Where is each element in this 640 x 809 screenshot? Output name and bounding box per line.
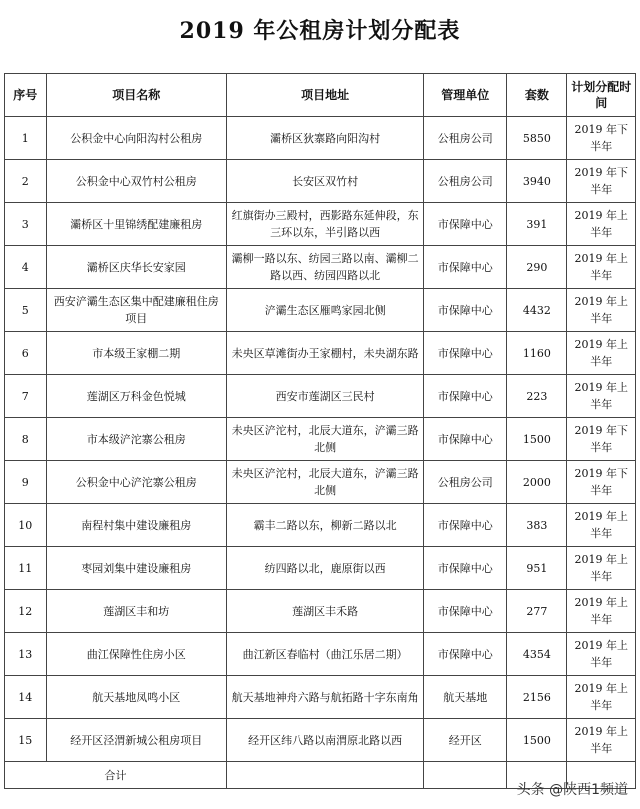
management-unit: 市保障中心 — [424, 547, 507, 590]
row-number: 13 — [5, 633, 47, 676]
project-name: 公积金中心浐沱寨公租房 — [46, 461, 227, 504]
project-name: 西安浐灞生态区集中配建廉租住房项目 — [46, 289, 227, 332]
row-number: 4 — [5, 246, 47, 289]
table-row — [5, 504, 636, 547]
management-unit: 市保障中心 — [424, 332, 507, 375]
watermark: 头条 @陕西1频道 — [516, 782, 628, 798]
row-number: 2 — [5, 160, 47, 203]
unit-count: 2156 — [507, 676, 567, 719]
unit-count: 1500 — [507, 719, 567, 762]
allocation-time: 2019 年上半年 — [567, 719, 636, 762]
table-cell — [424, 762, 507, 789]
allocation-time: 2019 年上半年 — [567, 289, 636, 332]
table-cell — [227, 762, 424, 789]
allocation-time: 2019 年上半年 — [567, 504, 636, 547]
table-row — [5, 418, 636, 461]
table-row — [5, 375, 636, 418]
allocation-time: 2019 年下半年 — [567, 418, 636, 461]
table-row — [5, 289, 636, 332]
table-row — [5, 203, 636, 246]
project-address: 浐灞生态区雁鸣家园北侧 — [227, 289, 424, 332]
unit-count: 383 — [507, 504, 567, 547]
allocation-time: 2019 年下半年 — [567, 160, 636, 203]
header-cell: 管理单位 — [424, 74, 507, 117]
management-unit: 市保障中心 — [424, 246, 507, 289]
project-name: 经开区泾渭新城公租房项目 — [46, 719, 227, 762]
row-number: 15 — [5, 719, 47, 762]
project-name: 市本级浐沱寨公租房 — [46, 418, 227, 461]
row-number: 11 — [5, 547, 47, 590]
table-row — [5, 633, 636, 676]
project-address: 灞柳一路以东、纺园三路以南、灞柳二路以西、纺园四路以北 — [227, 246, 424, 289]
project-address: 红旗街办三殿村，西影路东延伸段，东三环以东，半引路以西 — [227, 203, 424, 246]
allocation-time: 2019 年上半年 — [567, 246, 636, 289]
allocation-time: 2019 年上半年 — [567, 590, 636, 633]
unit-count: 2000 — [507, 461, 567, 504]
project-address: 纺四路以北，鹿原街以西 — [227, 547, 424, 590]
table-row — [5, 547, 636, 590]
project-address: 曲江新区春临村（曲江乐居二期） — [227, 633, 424, 676]
management-unit: 市保障中心 — [424, 633, 507, 676]
management-unit: 市保障中心 — [424, 203, 507, 246]
unit-count: 1500 — [507, 418, 567, 461]
allocation-time: 2019 年下半年 — [567, 117, 636, 160]
project-address: 未央区浐沱村，北辰大道东，浐灞三路北侧 — [227, 461, 424, 504]
project-address: 未央区浐沱村，北辰大道东，浐灞三路北侧 — [227, 418, 424, 461]
total-label: 合计 — [5, 762, 227, 789]
allocation-table — [4, 73, 636, 789]
allocation-time: 2019 年上半年 — [567, 203, 636, 246]
header-cell: 套数 — [507, 74, 567, 117]
table-row — [5, 590, 636, 633]
management-unit: 市保障中心 — [424, 504, 507, 547]
project-address: 长安区双竹村 — [227, 160, 424, 203]
management-unit: 市保障中心 — [424, 289, 507, 332]
header-cell: 序号 — [5, 74, 47, 117]
header-cell: 项目地址 — [227, 74, 424, 117]
project-name: 灞桥区庆华长安家园 — [46, 246, 227, 289]
row-number: 6 — [5, 332, 47, 375]
row-number: 12 — [5, 590, 47, 633]
project-address: 莲湖区丰禾路 — [227, 590, 424, 633]
project-address: 经开区纬八路以南渭原北路以西 — [227, 719, 424, 762]
management-unit: 公租房公司 — [424, 160, 507, 203]
unit-count: 1160 — [507, 332, 567, 375]
project-address: 灞桥区狄寨路向阳沟村 — [227, 117, 424, 160]
unit-count: 277 — [507, 590, 567, 633]
row-number: 14 — [5, 676, 47, 719]
table-row — [5, 246, 636, 289]
row-number: 5 — [5, 289, 47, 332]
row-number: 8 — [5, 418, 47, 461]
unit-count: 391 — [507, 203, 567, 246]
allocation-time: 2019 年下半年 — [567, 461, 636, 504]
table-row — [5, 117, 636, 160]
project-name: 莲湖区丰和坊 — [46, 590, 227, 633]
project-name: 灞桥区十里锦绣配建廉租房 — [46, 203, 227, 246]
unit-count: 3940 — [507, 160, 567, 203]
project-name: 航天基地凤鸣小区 — [46, 676, 227, 719]
header-cell: 计划分配时间 — [567, 74, 636, 117]
row-number: 7 — [5, 375, 47, 418]
header-cell: 项目名称 — [46, 74, 227, 117]
management-unit: 市保障中心 — [424, 375, 507, 418]
management-unit: 市保障中心 — [424, 418, 507, 461]
table-row — [5, 160, 636, 203]
table-row — [5, 676, 636, 719]
row-number: 3 — [5, 203, 47, 246]
allocation-time: 2019 年上半年 — [567, 676, 636, 719]
allocation-time: 2019 年上半年 — [567, 633, 636, 676]
table-header-row — [5, 74, 636, 117]
unit-count: 4354 — [507, 633, 567, 676]
management-unit: 航天基地 — [424, 676, 507, 719]
allocation-time: 2019 年上半年 — [567, 375, 636, 418]
unit-count: 290 — [507, 246, 567, 289]
table-row — [5, 332, 636, 375]
table-row — [5, 719, 636, 762]
project-address: 航天基地神舟六路与航拓路十字东南角 — [227, 676, 424, 719]
allocation-time: 2019 年上半年 — [567, 547, 636, 590]
project-name: 曲江保障性住房小区 — [46, 633, 227, 676]
project-name: 市本级王家棚二期 — [46, 332, 227, 375]
project-name: 枣园刘集中建设廉租房 — [46, 547, 227, 590]
management-unit: 市保障中心 — [424, 590, 507, 633]
page-title: 2019 年公租房计划分配表 — [179, 18, 461, 44]
project-name: 莲湖区万科金色悦城 — [46, 375, 227, 418]
row-number: 1 — [5, 117, 47, 160]
project-name: 公积金中心向阳沟村公租房 — [46, 117, 227, 160]
row-number: 9 — [5, 461, 47, 504]
project-address: 西安市莲湖区三民村 — [227, 375, 424, 418]
management-unit: 公租房公司 — [424, 461, 507, 504]
management-unit: 经开区 — [424, 719, 507, 762]
row-number: 10 — [5, 504, 47, 547]
unit-count: 951 — [507, 547, 567, 590]
unit-count: 4432 — [507, 289, 567, 332]
table-row — [5, 461, 636, 504]
project-address: 霸丰二路以东，柳新二路以北 — [227, 504, 424, 547]
allocation-time: 2019 年上半年 — [567, 332, 636, 375]
unit-count: 223 — [507, 375, 567, 418]
project-name: 南程村集中建设廉租房 — [46, 504, 227, 547]
management-unit: 公租房公司 — [424, 117, 507, 160]
project-address: 未央区草滩街办王家棚村，未央湖东路 — [227, 332, 424, 375]
project-name: 公积金中心双竹村公租房 — [46, 160, 227, 203]
unit-count: 5850 — [507, 117, 567, 160]
